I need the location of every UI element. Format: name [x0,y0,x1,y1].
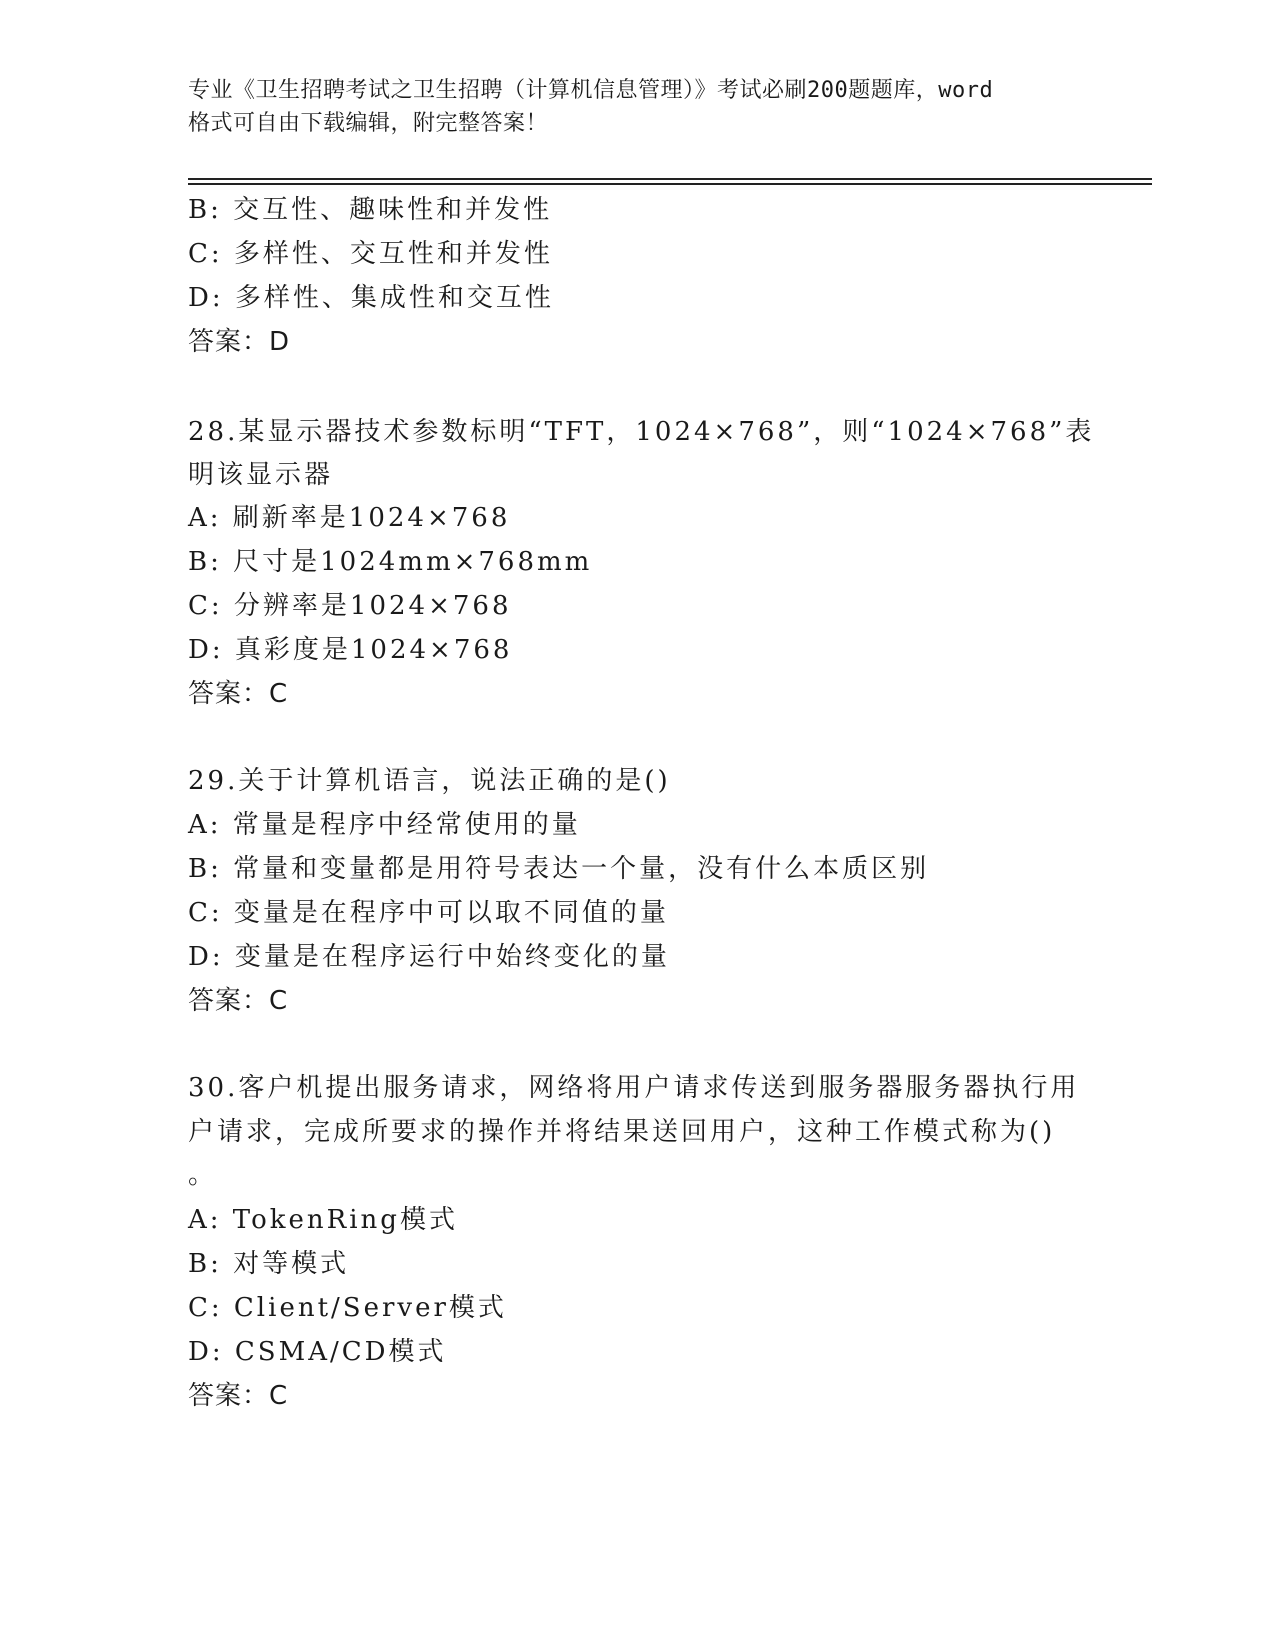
q27-option-b: B: 交互性、趣味性和并发性 [188,195,553,225]
q28-option-c: C: 分辨率是1024×768 [188,591,512,621]
q28-stem-line-1: 28.某显示器技术参数标明“TFT，1024×768”，则“1024×768”表 [188,417,1095,447]
q29-stem: 29.关于计算机语言，说法正确的是() [188,766,671,796]
q27-option-d: D: 多样性、集成性和交互性 [188,283,554,313]
header-line-2: 格式可自由下载编辑，附完整答案！ [188,111,549,136]
q28-option-d: D: 真彩度是1024×768 [188,635,513,665]
q27-option-c: C: 多样性、交互性和并发性 [188,239,553,269]
header-divider-bottom [188,183,1152,185]
header-divider-top [188,178,1152,180]
q29-option-a: A: 常量是程序中经常使用的量 [188,810,581,840]
q30-option-b: B: 对等模式 [188,1249,350,1279]
q29-option-b: B: 常量和变量都是用符号表达一个量，没有什么本质区别 [188,854,930,884]
q27-answer: 答案：D [188,327,291,357]
q30-option-c: C: Client/Server模式 [188,1293,507,1323]
q30-stem-line-2: 户请求，完成所要求的操作并将结果送回用户，这种工作模式称为() [188,1117,1056,1147]
q29-option-c: C: 变量是在程序中可以取不同值的量 [188,898,669,928]
q28-stem-line-2: 明该显示器 [188,460,334,490]
q30-stem-line-1: 30.客户机提出服务请求，网络将用户请求传送到服务器服务器执行用 [188,1073,1080,1103]
q29-option-d: D: 变量是在程序运行中始终变化的量 [188,942,670,972]
q30-answer: 答案：C [188,1381,289,1411]
header-line-1: 专业《卫生招聘考试之卫生招聘（计算机信息管理）》考试必刷200题题库，word [188,78,994,103]
q28-option-a: A: 刷新率是1024×768 [188,503,511,533]
q28-answer: 答案：C [188,679,289,709]
q30-option-d: D: CSMA/CD模式 [188,1337,447,1367]
q28-option-b: B: 尺寸是1024mm×768mm [188,547,593,577]
document-header [188,74,1088,140]
q30-option-a: A: TokenRing模式 [188,1205,458,1235]
q29-answer: 答案：C [188,986,289,1016]
q30-stem-line-3: 。 [188,1160,218,1190]
